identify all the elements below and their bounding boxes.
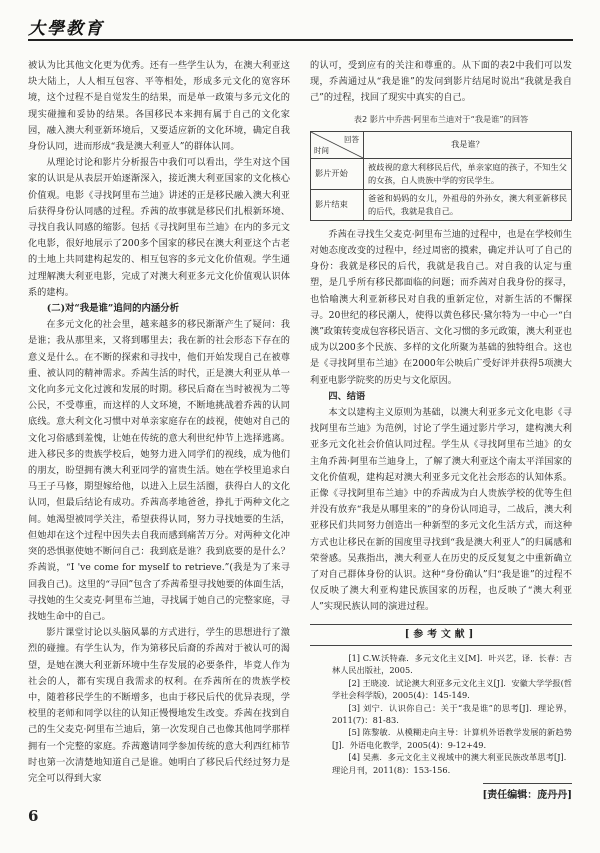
paragraph: 的认可，受到应有的关注和尊重的。从下面的表2中我们可以发现，乔茜通过从“我是谁”的发问到影片结尾时说出“我就是我自己”的过程，找回了现实中真实的自己。 [310,60,572,104]
header-rule [28,39,573,41]
section-heading: 四、结语 [328,390,366,402]
corner-label-top: 回答 [344,134,359,144]
right-column [310,58,572,776]
page-header [28,12,573,42]
paragraph: 影片课堂讨论以头脑风暴的方式进行，学生的思想进行了激烈的碰撞。有学生认为，作为第移民后裔的乔茜对于被认可的渴望，是她在澳大利亚新环境中生存发展的必要条件，毕竟人作为社会的人，都有实现自我需求的权利。在乔茜所在的贵族学校中，随着移民学生的不断增多，也由于移民后代的优异表现，学校里的老师和同学以往的认知正慢慢地发生改变。乔茜在找到自己的生父麦克·阿里布兰迪后，第一次发现自己也像其他同学那样拥有一个完整的家庭。乔茜邀请同学参加传统的意大利西红柿节时也第一次清楚地知道自己是谁。她明白了移民后代经过努力是完全可以得到大家 [28,627,290,784]
references-list [310,652,572,776]
reference-item: [3] 刘宁．认识你自己：关于“我是谁”的思考[J]．理论界，2011(7)：81-83. [332,702,572,725]
paragraph: 被认为比其他文化更为优秀。还有一些学生认为，在澳大利亚这块大陆上，人人相互包容、平等相处，形成多元文化的宽容环境，这个过程不是自觉发生的结果，而是单一政策与多元文化的现实碰撞和妥协的结果。各国移民本来拥有属于自己的文化家园，融入澳大利亚新环境后，又要适应新的文化环境，确定自我身份认同，进而形成“我是澳大利亚人”的群体认同。 [28,60,290,153]
table-row [311,189,572,220]
reference-item: [5] 陈黎敏．从模糊走向主导：计算机外语教学发展的新趋势[J]．外语电化教学，2005(4)：9-12+49. [332,727,572,750]
paragraph: 在多元文化的社会里，越来越多的移民渐渐产生了疑问：我是谁；我从那里来，又将到哪里去；我在新的社会形态下存在的意义是什么。在不断的探索和寻找中，他们开始发现自己在被尊重、被认同的精神需求。乔茜生活的时代，正是澳大利亚从单一文化向多元文化过渡和发展的时期。移民后裔在当时被视为二等公民，不受尊重，而这样的人文环境，不断地挑战着乔茜的认同底线。意大利文化习惯中对单亲家庭存在的歧视，使她对自己的文化习俗感到羞愧，让她在传统的意大利世纪仲节上选择逃离。进入移民多的贵族学校后，她努力进入同学们的视线，成为他们的朋友，盼望拥有澳大利亚同学的富贵生活。她在学校里追求白马王子马修，期望嫁给他，以进入上层生活圈，获得白人的文化认同，但最后结论有成功。乔茜高孝地爸爸，挣扎于两种文化之间。她渴望被同学关注，希望获得认同，努力寻找她要的生活，但她却在这个过程中因失去自我而感到痛苦万分。对两种文化冲突的恐惧驱使她不断问自己：我到底是谁？我到底要的是什么？乔茜说，“I 've come for myself to retrieve.”(我是为了来寻回我自己)。这里的“寻回”包含了乔茜希望寻找她要的体面生活，寻找她的生父麦克·阿里布兰迪，寻找属于她自己的完整家庭，寻找她生命中的自己。 [28,319,290,622]
corner-label-bottom: 时间 [314,145,329,155]
paragraph: 乔茜在寻找生父麦克·阿里布兰迪的过程中，也是在学校师生对她态度改变的过程中，经过周密的摸索，确定并认可了自己的身份：我就是移民的后代，我就是我自己。对自我的认定与重塑，是几乎所有移民都面临的问题；而乔茜对自我身份的探寻，也恰喻澳大利亚新移民对自我的重新定位，对新生活的不懈探寻。20世纪的移民潮人，使得以黄色移民·黛尔特为一中心一“白澳”政策转变成包容移民语言、文化习惯的多元政策，澳大利亚也成为以200多个民族、多样的文化所聚为基础的独特组合。这也是《寻找阿里布兰迪》在2000年公映后广受好评并获得5项澳大利亚电影学院奖的历史与文化原因。 [310,228,572,386]
left-column [28,58,290,787]
table-cell-time: 影片开始 [311,158,364,189]
reference-item: [4] 吴燕．多元文化主义视域中的澳大利亚民族改革思考[J]．理论月刊，2011(8)：153-156. [332,752,572,775]
paragraph: 从理论讨论和影片分析报告中我们可以看出，学生对这个国家的认识是从表层开始逐渐深入，接近澳大利亚国家的文化核心价值观。电影《寻找阿里布兰迪》讲述的正是移民融入澳大利亚后获得身份认同感的过程。乔茜的故事就是移民们扎根新环境、寻找自我认同感的缩影。包括《寻找阿里布兰迪》在内的多元文化电影，很好地展示了200多个国家的移民在澳大利亚这个古老的土地上共同建构起发的、相互包容的多元文化价值观。学生通过理解澳大利亚电影，完成了对澳大利亚多元文化价值观认识体系的建构。 [28,157,290,298]
table-caption: 表2 影片中乔茜·阿里布兰迪对于“我是谁”的回答 [353,113,529,124]
paragraph: 本文以建构主义原则为基础，以澳大利亚多元文化电影《寻找阿里布兰迪》为范例，讨论了学生通过影片学习，建构澳大利亚多元文化社会价值认同过程。学生从《寻找阿里布兰迪》的女主角乔茜·阿里布兰迪身上，了解了澳大利亚这个南太平洋国家的文化价值观，建构起对澳大利亚多元文化社会形态的认知体系。正像《寻找阿里布兰迪》中的乔茜成为白人贵族学校的优等生但并没有放弃“我是从哪里来的”的身份认同追寻，二战后，澳大利亚移民们共同努力创造出一种新型的多元文化生活方式，而这种方式也让移民在新的国度里寻找到“我是澳大利亚人”的归属感和荣誉感。吴燕指出，澳大利亚人在历史的反反复复之中重新确立了对自己群体身份的认识。这种“身份确认”归“我是谁”的过程不仅反映了澳大利亚构建民族国家的历程，也反映了“澳大利亚人”实现民族认同的演进过程。 [310,407,572,613]
references-heading: [参考文献] [310,624,572,646]
reference-item: [2] 王晓凌．试论澳大利亚多元文化主义[J]．安徽大学学报(哲学社会科学版)，2005(4)：145-149. [332,677,572,701]
page-number: 6 [28,807,39,825]
subsection-heading: (二)对“我是谁”追问的内涵分析 [46,303,179,315]
table-cell-answer: 爸爸和妈妈的女儿，外祖母的外孙女，澳大利亚新移民的后代，我就是我自己。 [364,189,572,220]
table-column-header: 我是谁？ [364,131,572,158]
answers-table [310,131,572,221]
table-header-row [311,131,572,158]
table-cell-answer: 被歧视的意大利移民后代，单亲家庭的孩子，不知生父的女孩，白人贵族中学的穷民学生。 [364,158,572,189]
journal-logo: 大學教育 [28,19,104,39]
table-row [311,158,572,189]
reference-item: [1] C.W.沃特森．多元文化主义[M]．叶兴艺，译．长春：吉林人民出版社，2005. [332,652,572,676]
table-cell-time: 影片结束 [311,189,364,220]
table-corner-cell [311,131,364,158]
responsible-editor: [责任编辑：庞丹丹] [483,783,572,801]
